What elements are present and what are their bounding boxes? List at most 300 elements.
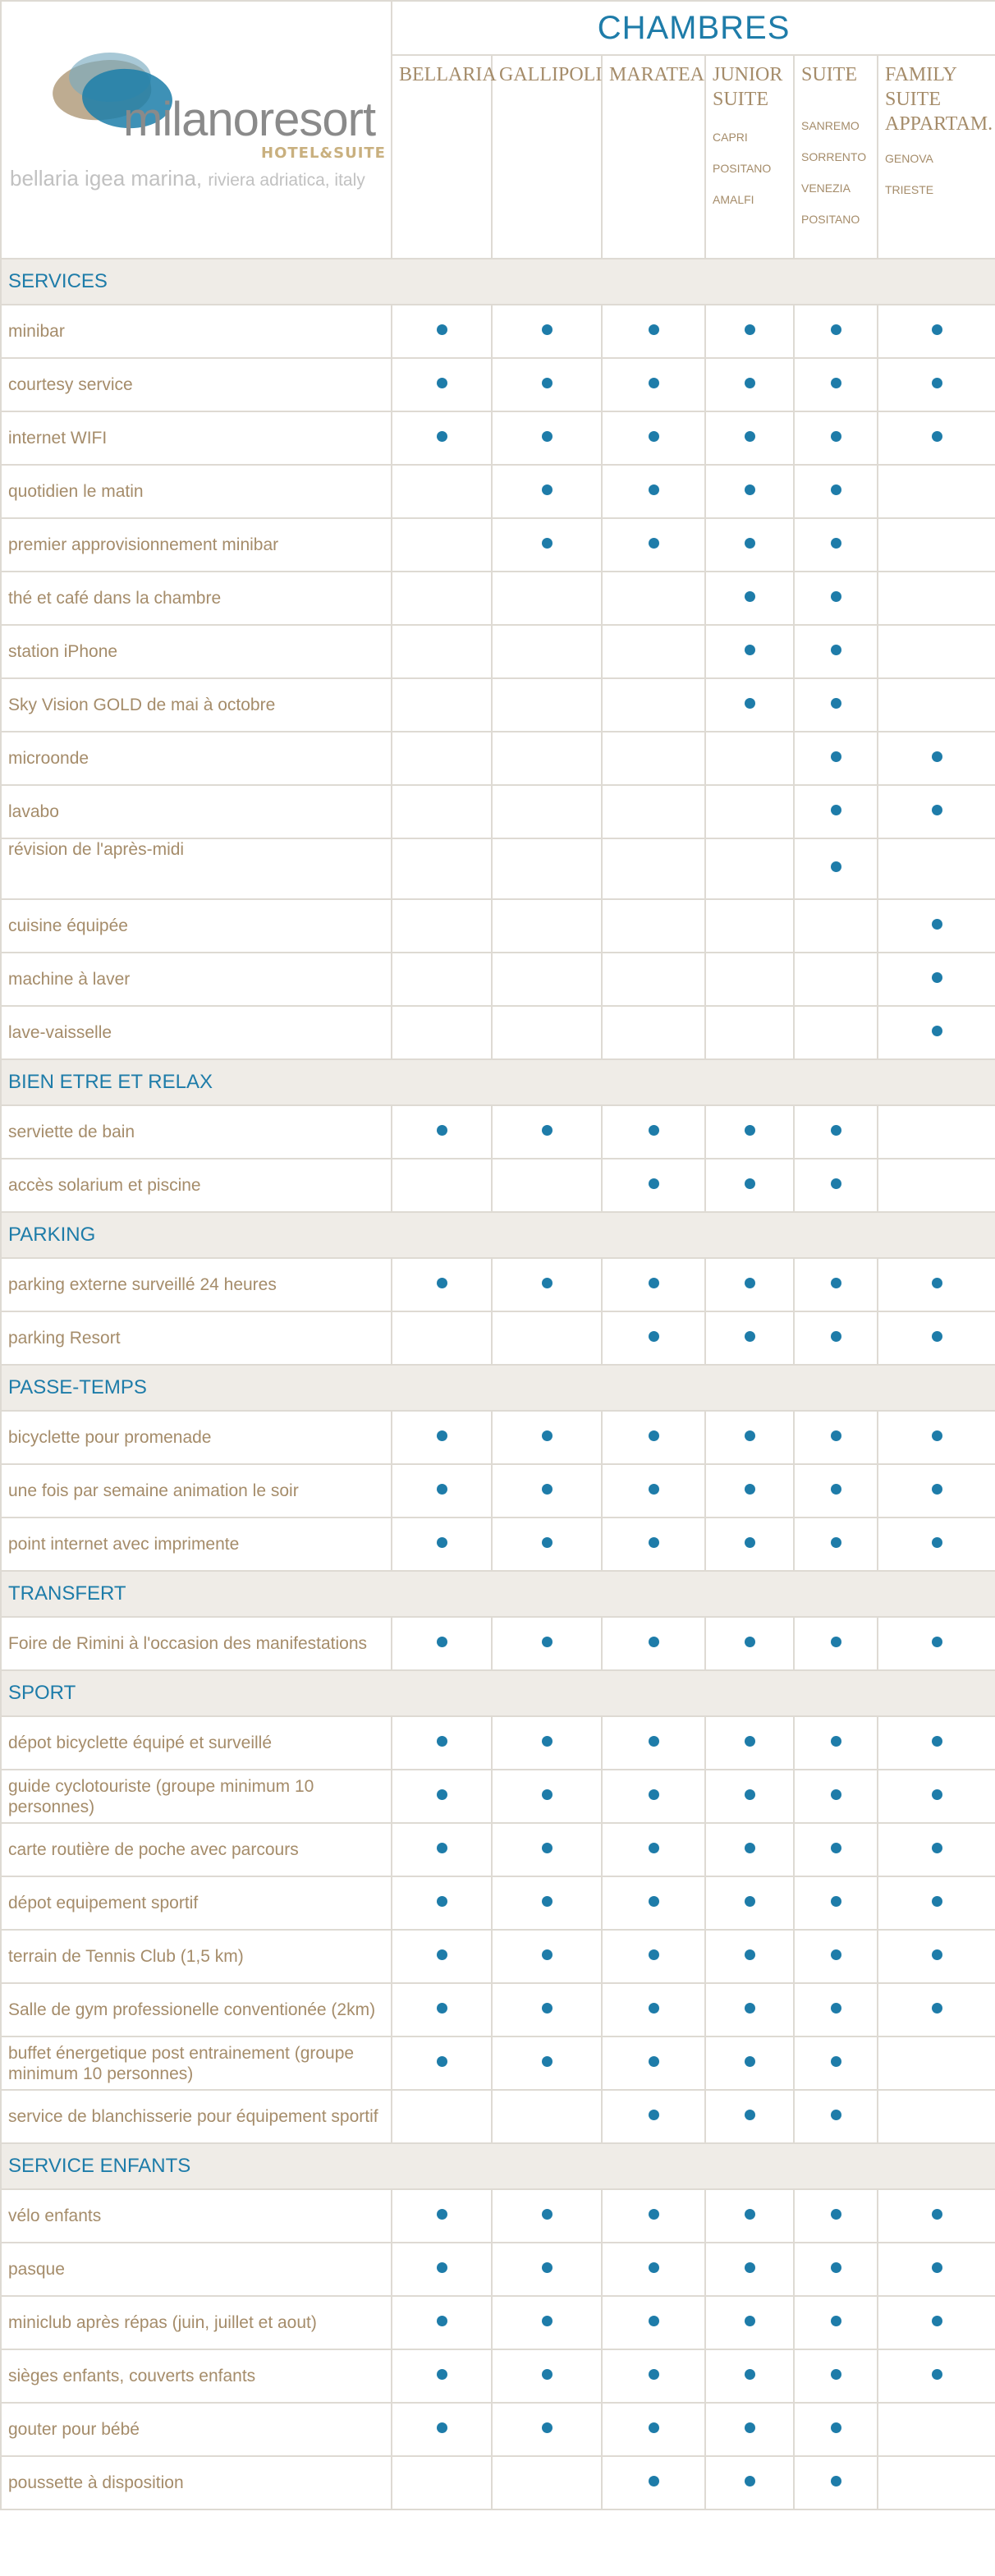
availability-cell	[794, 2189, 878, 2243]
availability-cell	[878, 1518, 995, 1571]
table-row	[1, 785, 995, 838]
room-subname: SANREMO	[801, 119, 860, 132]
availability-cell	[794, 1159, 878, 1212]
table-row	[1, 1105, 995, 1159]
empty-cell	[878, 2456, 995, 2509]
available-dot-icon	[745, 378, 755, 388]
empty-cell	[878, 838, 995, 899]
available-dot-icon	[932, 1484, 942, 1495]
available-dot-icon	[542, 431, 553, 442]
availability-cell	[392, 2349, 492, 2403]
available-dot-icon	[932, 2262, 942, 2273]
availability-cell	[602, 1617, 705, 1670]
available-dot-icon	[831, 591, 841, 602]
empty-cell	[492, 732, 602, 785]
availability-cell	[705, 678, 794, 732]
available-dot-icon	[437, 1278, 447, 1288]
available-dot-icon	[437, 378, 447, 388]
available-dot-icon	[649, 1789, 659, 1800]
empty-cell	[705, 899, 794, 953]
available-dot-icon	[745, 2056, 755, 2067]
table-row	[1, 2296, 995, 2349]
availability-cell	[705, 1411, 794, 1464]
availability-cell	[794, 838, 878, 899]
available-dot-icon	[831, 1896, 841, 1907]
availability-cell	[492, 2296, 602, 2349]
availability-cell	[878, 411, 995, 465]
available-dot-icon	[745, 1278, 755, 1288]
availability-cell	[878, 1930, 995, 1983]
availability-cell	[492, 1770, 602, 1823]
room-column-header	[392, 55, 497, 259]
empty-cell	[602, 838, 705, 899]
available-dot-icon	[745, 1484, 755, 1495]
available-dot-icon	[831, 2056, 841, 2067]
room-subname: VENEZIA	[801, 181, 851, 195]
available-dot-icon	[831, 484, 841, 495]
available-dot-icon	[649, 1896, 659, 1907]
available-dot-icon	[437, 1484, 447, 1495]
amenity-label: carte routière de poche avec parcours	[1, 1823, 392, 1876]
availability-cell	[492, 411, 602, 465]
availability-cell	[602, 1983, 705, 2036]
available-dot-icon	[831, 1278, 841, 1288]
empty-cell	[392, 2456, 492, 2509]
availability-cell	[705, 2456, 794, 2509]
available-dot-icon	[542, 1949, 553, 1960]
room-column-header	[492, 55, 602, 259]
section-title: SERVICE ENFANTS	[1, 2143, 995, 2189]
available-dot-icon	[437, 2316, 447, 2326]
available-dot-icon	[542, 2422, 553, 2433]
availability-cell	[392, 1823, 492, 1876]
table-row	[1, 518, 995, 572]
available-dot-icon	[437, 1896, 447, 1907]
availability-cell	[602, 2189, 705, 2243]
available-dot-icon	[649, 484, 659, 495]
availability-cell	[794, 1411, 878, 1464]
amenity-label: cuisine équipée	[1, 899, 392, 953]
availability-cell	[794, 1716, 878, 1770]
empty-cell	[705, 732, 794, 785]
availability-cell	[602, 2296, 705, 2349]
available-dot-icon	[542, 324, 553, 335]
available-dot-icon	[745, 1178, 755, 1189]
availability-cell	[392, 411, 492, 465]
empty-cell	[392, 625, 492, 678]
amenity-label: parking externe surveillé 24 heures	[1, 1258, 392, 1311]
table-row	[1, 1823, 995, 1876]
amenity-label: dépot bicyclette équipé et surveillé	[1, 1716, 392, 1770]
availability-cell	[602, 411, 705, 465]
empty-cell	[878, 465, 995, 518]
availability-cell	[705, 2243, 794, 2296]
availability-cell	[602, 358, 705, 411]
available-dot-icon	[831, 1789, 841, 1800]
table-row	[1, 2403, 995, 2456]
available-dot-icon	[542, 1125, 553, 1136]
amenity-label: courtesy service	[1, 358, 392, 411]
availability-cell	[492, 305, 602, 358]
availability-cell	[492, 2243, 602, 2296]
empty-cell	[794, 899, 878, 953]
table-row	[1, 838, 995, 899]
availability-cell	[705, 1930, 794, 1983]
available-dot-icon	[932, 1026, 942, 1036]
empty-cell	[392, 1006, 492, 1059]
available-dot-icon	[437, 1949, 447, 1960]
amenity-label: minibar	[1, 305, 392, 358]
availability-cell	[705, 1770, 794, 1823]
availability-cell	[794, 625, 878, 678]
available-dot-icon	[649, 431, 659, 442]
section-title: PARKING	[1, 1212, 995, 1258]
available-dot-icon	[932, 431, 942, 442]
availability-cell	[392, 1876, 492, 1930]
availability-cell	[705, 1617, 794, 1670]
available-dot-icon	[649, 1637, 659, 1647]
available-dot-icon	[649, 2476, 659, 2486]
table-row	[1, 572, 995, 625]
section-title: TRANSFERT	[1, 1571, 995, 1617]
availability-cell	[392, 1770, 492, 1823]
room-subname: TRIESTE	[885, 183, 934, 196]
empty-cell	[878, 2403, 995, 2456]
availability-cell	[794, 2243, 878, 2296]
availability-cell	[794, 465, 878, 518]
available-dot-icon	[437, 2003, 447, 2014]
available-dot-icon	[649, 1278, 659, 1288]
available-dot-icon	[831, 1736, 841, 1747]
availability-cell	[705, 1876, 794, 1930]
availability-cell	[602, 1930, 705, 1983]
section-row	[1, 1365, 995, 1411]
availability-cell	[602, 1159, 705, 1212]
available-dot-icon	[649, 324, 659, 335]
available-dot-icon	[745, 484, 755, 495]
room-column-header	[878, 55, 995, 259]
availability-cell	[878, 1823, 995, 1876]
amenity-label: microonde	[1, 732, 392, 785]
available-dot-icon	[437, 431, 447, 442]
available-dot-icon	[745, 2476, 755, 2486]
table-row	[1, 2243, 995, 2296]
availability-cell	[705, 1159, 794, 1212]
availability-cell	[492, 1464, 602, 1518]
logo-name: milanoresort	[123, 93, 376, 146]
available-dot-icon	[932, 1537, 942, 1548]
available-dot-icon	[932, 2209, 942, 2220]
available-dot-icon	[437, 1537, 447, 1548]
table-row	[1, 2090, 995, 2143]
available-dot-icon	[932, 1736, 942, 1747]
table-row	[1, 305, 995, 358]
empty-cell	[602, 572, 705, 625]
availability-cell	[602, 2403, 705, 2456]
table-row	[1, 358, 995, 411]
available-dot-icon	[542, 538, 553, 549]
empty-cell	[492, 785, 602, 838]
empty-cell	[392, 1159, 492, 1212]
availability-cell	[392, 2403, 492, 2456]
room-name: GALLIPOLI	[499, 64, 603, 85]
available-dot-icon	[542, 378, 553, 388]
availability-cell	[492, 1823, 602, 1876]
availability-cell	[794, 2036, 878, 2090]
available-dot-icon	[831, 1843, 841, 1853]
availability-cell	[705, 572, 794, 625]
available-dot-icon	[831, 1178, 841, 1189]
availability-cell	[492, 1617, 602, 1670]
table-row	[1, 1411, 995, 1464]
available-dot-icon	[745, 1637, 755, 1647]
available-dot-icon	[745, 1789, 755, 1800]
availability-cell	[794, 1876, 878, 1930]
availability-cell	[602, 1105, 705, 1159]
availability-cell	[392, 305, 492, 358]
availability-cell	[794, 1770, 878, 1823]
table-row	[1, 625, 995, 678]
table-row	[1, 2189, 995, 2243]
availability-cell	[602, 1876, 705, 1930]
availability-cell	[878, 305, 995, 358]
available-dot-icon	[542, 2369, 553, 2380]
availability-cell	[794, 305, 878, 358]
table-row	[1, 1617, 995, 1670]
table-row	[1, 1770, 995, 1823]
empty-cell	[392, 572, 492, 625]
available-dot-icon	[831, 1949, 841, 1960]
availability-cell	[602, 465, 705, 518]
available-dot-icon	[831, 1331, 841, 1342]
amenity-label: pasque	[1, 2243, 392, 2296]
room-name: JUNIOR SUITE	[713, 64, 783, 110]
availability-cell	[705, 465, 794, 518]
amenity-label: point internet avec imprimente	[1, 1518, 392, 1571]
available-dot-icon	[542, 2003, 553, 2014]
table-row	[1, 411, 995, 465]
availability-cell	[602, 2349, 705, 2403]
amenity-label: service de blanchisserie pour équipement sportif	[1, 2090, 392, 2143]
available-dot-icon	[831, 1484, 841, 1495]
empty-cell	[705, 838, 794, 899]
empty-cell	[705, 953, 794, 1006]
available-dot-icon	[542, 1843, 553, 1853]
empty-cell	[878, 1105, 995, 1159]
empty-cell	[392, 465, 492, 518]
available-dot-icon	[437, 2422, 447, 2433]
amenity-label: sièges enfants, couverts enfants	[1, 2349, 392, 2403]
empty-cell	[602, 678, 705, 732]
amenity-label: dépot equipement sportif	[1, 1876, 392, 1930]
table-row	[1, 2456, 995, 2509]
available-dot-icon	[542, 1430, 553, 1441]
section-row	[1, 2143, 995, 2189]
empty-cell	[794, 1006, 878, 1059]
available-dot-icon	[831, 431, 841, 442]
available-dot-icon	[745, 2316, 755, 2326]
empty-cell	[878, 572, 995, 625]
empty-cell	[878, 625, 995, 678]
availability-cell	[794, 1464, 878, 1518]
availability-cell	[705, 2036, 794, 2090]
available-dot-icon	[745, 698, 755, 709]
amenity-label: révision de l'après-midi	[1, 838, 392, 899]
available-dot-icon	[542, 2209, 553, 2220]
availability-cell	[705, 1258, 794, 1311]
section-row	[1, 259, 995, 305]
available-dot-icon	[649, 2003, 659, 2014]
available-dot-icon	[437, 1789, 447, 1800]
available-dot-icon	[745, 591, 755, 602]
room-name: BELLARIA	[399, 64, 497, 85]
available-dot-icon	[831, 2422, 841, 2433]
available-dot-icon	[437, 1843, 447, 1853]
availability-cell	[794, 411, 878, 465]
availability-cell	[492, 1876, 602, 1930]
room-subname: POSITANO	[713, 162, 772, 175]
availability-cell	[794, 2403, 878, 2456]
room-subname: CAPRI	[713, 131, 748, 144]
available-dot-icon	[831, 805, 841, 815]
section-title: PASSE-TEMPS	[1, 1365, 995, 1411]
available-dot-icon	[831, 538, 841, 549]
section-row	[1, 1571, 995, 1617]
available-dot-icon	[649, 2056, 659, 2067]
availability-cell	[705, 2349, 794, 2403]
availability-cell	[794, 1823, 878, 1876]
available-dot-icon	[542, 1637, 553, 1647]
empty-cell	[602, 732, 705, 785]
available-dot-icon	[542, 2262, 553, 2273]
amenity-label: accès solarium et piscine	[1, 1159, 392, 1212]
availability-cell	[392, 1930, 492, 1983]
availability-cell	[794, 1983, 878, 2036]
availability-cell	[602, 1770, 705, 1823]
table-row	[1, 2036, 995, 2090]
availability-cell	[705, 1105, 794, 1159]
empty-cell	[392, 1311, 492, 1365]
empty-cell	[392, 953, 492, 1006]
empty-cell	[794, 953, 878, 1006]
room-subname: AMALFI	[713, 193, 754, 206]
room-name: SUITE	[801, 64, 857, 85]
amenity-label: guide cyclotouriste (groupe minimum 10 personnes)	[1, 1770, 392, 1823]
available-dot-icon	[542, 2056, 553, 2067]
availability-cell	[878, 732, 995, 785]
available-dot-icon	[649, 1949, 659, 1960]
amenity-label: station iPhone	[1, 625, 392, 678]
availability-cell	[602, 1464, 705, 1518]
table-row	[1, 1518, 995, 1571]
availability-cell	[878, 899, 995, 953]
empty-cell	[392, 785, 492, 838]
available-dot-icon	[437, 2209, 447, 2220]
chambres-header: CHAMBRES	[392, 1, 995, 55]
availability-cell	[878, 1716, 995, 1770]
available-dot-icon	[932, 1843, 942, 1853]
available-dot-icon	[745, 324, 755, 335]
amenity-label: internet WIFI	[1, 411, 392, 465]
availability-cell	[705, 625, 794, 678]
availability-cell	[878, 1876, 995, 1930]
available-dot-icon	[649, 2422, 659, 2433]
availability-cell	[492, 1983, 602, 2036]
empty-cell	[492, 2456, 602, 2509]
available-dot-icon	[542, 1537, 553, 1548]
available-dot-icon	[932, 1331, 942, 1342]
available-dot-icon	[831, 1637, 841, 1647]
available-dot-icon	[831, 2369, 841, 2380]
table-row	[1, 1876, 995, 1930]
available-dot-icon	[932, 2316, 942, 2326]
availability-cell	[602, 1258, 705, 1311]
available-dot-icon	[745, 1843, 755, 1853]
availability-cell	[492, 1411, 602, 1464]
availability-cell	[794, 732, 878, 785]
available-dot-icon	[831, 1125, 841, 1136]
available-dot-icon	[745, 538, 755, 549]
available-dot-icon	[437, 2262, 447, 2273]
availability-cell	[392, 1258, 492, 1311]
availability-cell	[492, 2403, 602, 2456]
available-dot-icon	[831, 378, 841, 388]
section-title: SERVICES	[1, 259, 995, 305]
available-dot-icon	[831, 2003, 841, 2014]
available-dot-icon	[932, 919, 942, 930]
available-dot-icon	[649, 2110, 659, 2120]
availability-cell	[392, 2243, 492, 2296]
availability-cell	[392, 1105, 492, 1159]
available-dot-icon	[542, 1278, 553, 1288]
available-dot-icon	[649, 1736, 659, 1747]
availability-cell	[705, 1823, 794, 1876]
available-dot-icon	[932, 1430, 942, 1441]
available-dot-icon	[831, 645, 841, 655]
availability-cell	[794, 1105, 878, 1159]
empty-cell	[492, 2090, 602, 2143]
table-row	[1, 899, 995, 953]
empty-cell	[878, 2036, 995, 2090]
available-dot-icon	[745, 1331, 755, 1342]
availability-cell	[492, 1716, 602, 1770]
availability-cell	[705, 2090, 794, 2143]
empty-cell	[392, 678, 492, 732]
available-dot-icon	[437, 2056, 447, 2067]
availability-cell	[878, 1617, 995, 1670]
empty-cell	[602, 899, 705, 953]
available-dot-icon	[932, 972, 942, 983]
availability-cell	[878, 1983, 995, 2036]
amenity-label: buffet énergetique post entrainement (groupe minimum 10 personnes)	[1, 2036, 392, 2090]
empty-cell	[392, 518, 492, 572]
available-dot-icon	[831, 1430, 841, 1441]
empty-cell	[392, 2090, 492, 2143]
available-dot-icon	[437, 1430, 447, 1441]
availability-cell	[705, 1311, 794, 1365]
availability-cell	[878, 1258, 995, 1311]
available-dot-icon	[745, 1537, 755, 1548]
available-dot-icon	[542, 1896, 553, 1907]
empty-cell	[492, 1311, 602, 1365]
room-column-header	[705, 55, 794, 259]
availability-cell	[392, 2189, 492, 2243]
table-row	[1, 2349, 995, 2403]
amenity-label: thé et café dans la chambre	[1, 572, 392, 625]
availability-cell	[794, 518, 878, 572]
empty-cell	[492, 953, 602, 1006]
empty-cell	[602, 785, 705, 838]
